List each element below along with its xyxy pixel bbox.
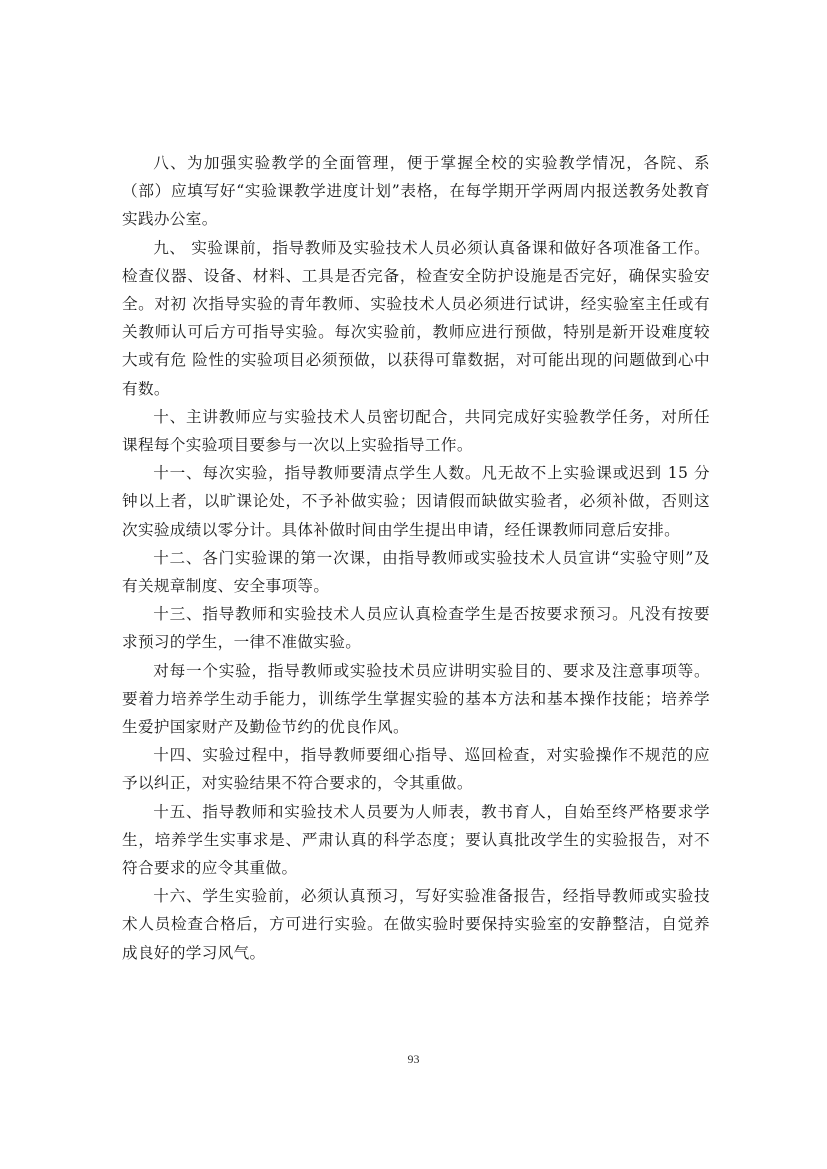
page-number: 93	[407, 1052, 420, 1066]
paragraph-item-12: 十二、各门实验课的第一次课，由指导教师或实验技术人员宣讲“实验守则”及有关规章制度、安全事项等。	[122, 548, 710, 596]
paragraph-item-9: 九、 实验课前，指导教师及实验技术人员必须认真备课和做好各项准备工作。检查仪器、设备、材料、工具是否完备，检查安全防护设施是否完好，确保实验安全。对初 次指导实验的青年教师、实验技术人员必须进行试讲，经实验室主任或有关教师认可后方可指导实验。每次实验前，教师应进行预做，特别是新开设难度较大或有危 险性的实验项目必须预做，以获得可靠数据，对可能出现的问题做到心中有数。	[122, 238, 710, 398]
paragraph-item-16: 十六、学生实验前，必须认真预习，写好实验准备报告，经指导教师或实验技术人员检查合格后，方可进行实验。在做实验时要保持实验室的安静整洁，自觉养成良好的学习风气。	[122, 887, 710, 962]
paragraph-item-13: 十三、指导教师和实验技术人员应认真检查学生是否按要求预习。凡没有按要求预习的学生，一律不准做实验。	[122, 605, 710, 652]
paragraph-item-11: 十一、每次实验，指导教师要清点学生人数。凡无故不上实验课或迟到 15 分钟以上者，以旷课论处，不予补做实验；因请假而缺做实验者，必须补做，否则这次实验成绩以零分计。具体补做时间由学生提出申请，经任课教师同意后安排。	[122, 464, 710, 539]
paragraph-item-15: 十五、指导教师和实验技术人员要为人师表，教书育人，自始至终严格要求学生，培养学生实事求是、严肃认真的科学态度；要认真批改学生的实验报告，对不符合要求的应令其重做。	[122, 802, 710, 878]
body-text	[122, 149, 710, 967]
paragraph-item-14: 十四、实验过程中，指导教师要细心指导、巡回检查，对实验操作不规范的应予以纠正，对实验结果不符合要求的，令其重做。	[122, 746, 710, 793]
paragraph-item-8: 八、为加强实验教学的全面管理，便于掌握全校的实验教学情况，各院、系（部）应填写好“实验课教学进度计划”表格，在每学期开学两周内报送教务处教育实践办公室。	[122, 154, 710, 229]
paragraph-item-13-continued: 对每一个实验，指导教师或实验技术员应讲明实验目的、要求及注意事项等。要着力培养学生动手能力，训练学生掌握实验的基本方法和基本操作技能；培养学生爱护国家财产及勤俭节约的优良作风。	[122, 661, 710, 737]
paragraph-item-10: 十、主讲教师应与实验技术人员密切配合，共同完成好实验教学任务，对所任课程每个实验项目要参与一次以上实验指导工作。	[122, 407, 710, 455]
